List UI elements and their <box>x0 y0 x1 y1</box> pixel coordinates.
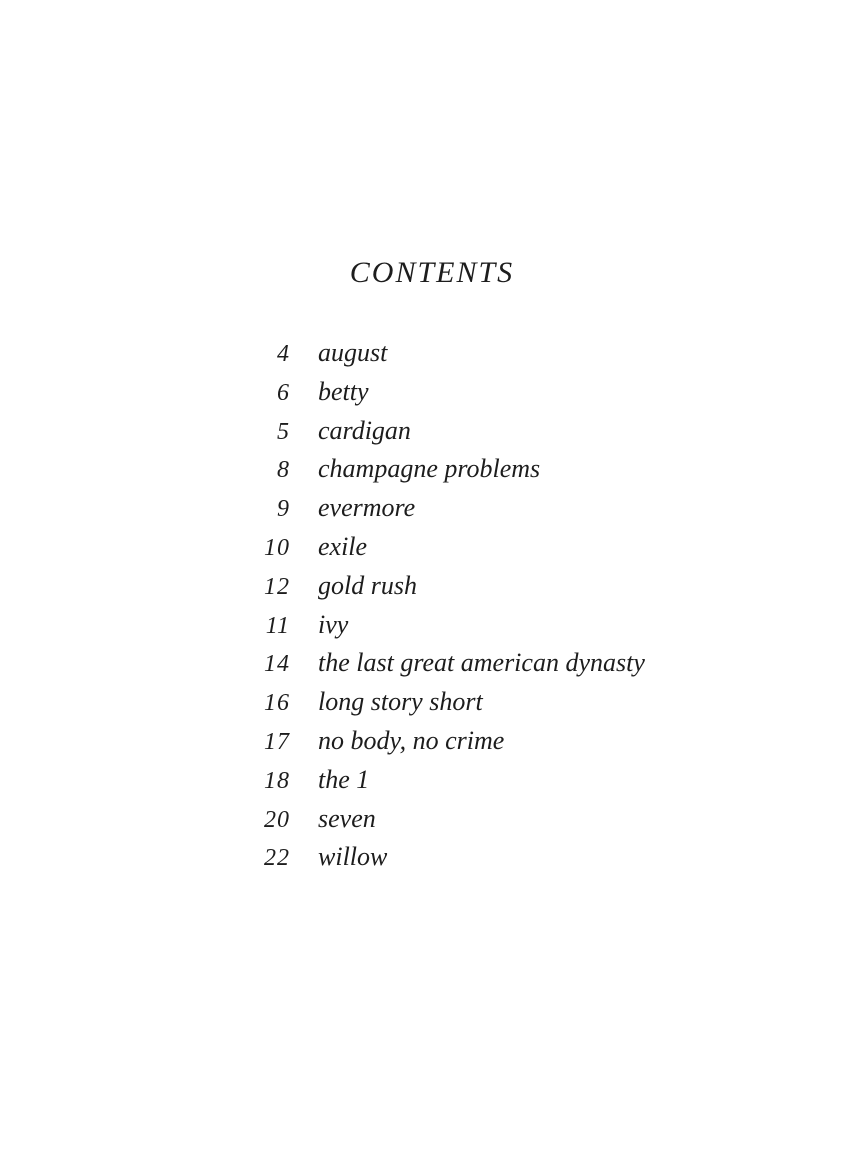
page-number: 5 <box>277 418 290 445</box>
page-number: 18 <box>264 767 290 794</box>
page-number: 10 <box>264 534 290 561</box>
page-number: 17 <box>264 728 290 755</box>
page-number: 14 <box>264 651 290 678</box>
page-number: 8 <box>277 457 290 484</box>
song-title: cardigan <box>318 415 411 445</box>
song-title: seven <box>318 803 376 833</box>
song-title: exile <box>318 531 368 561</box>
contents-row <box>228 338 645 377</box>
contents-row <box>228 648 645 687</box>
song-title: evermore <box>318 493 416 523</box>
contents-row <box>228 842 645 881</box>
contents-row <box>228 532 645 571</box>
page-number: 16 <box>264 690 290 717</box>
page-number: 11 <box>265 612 290 639</box>
contents-row <box>228 493 645 532</box>
page-number: 12 <box>264 573 290 600</box>
song-title: long story short <box>318 687 483 717</box>
page-number: 22 <box>264 845 290 872</box>
contents-row <box>228 416 645 455</box>
song-title: the last great american dynasty <box>318 648 645 678</box>
song-title: ivy <box>318 609 349 639</box>
song-title: champagne problems <box>318 454 541 484</box>
contents-row <box>228 377 645 416</box>
song-title: the 1 <box>318 764 370 794</box>
page-number: 4 <box>277 341 290 367</box>
page-number: 6 <box>277 379 290 406</box>
page-number: 20 <box>264 806 290 833</box>
contents-row <box>228 726 645 765</box>
contents-row <box>228 687 645 726</box>
song-title: august <box>318 338 388 367</box>
contents-list <box>228 338 645 881</box>
page-number: 9 <box>277 496 290 523</box>
page-title: CONTENTS <box>349 256 515 289</box>
song-title: gold rush <box>318 570 417 600</box>
song-title: no body, no crime <box>318 725 505 755</box>
contents-row <box>228 765 645 804</box>
contents-row <box>228 804 645 843</box>
song-title: willow <box>318 842 388 872</box>
song-title: betty <box>318 376 369 406</box>
contents-row <box>228 454 645 493</box>
contents-row <box>228 610 645 649</box>
contents-row <box>228 571 645 610</box>
